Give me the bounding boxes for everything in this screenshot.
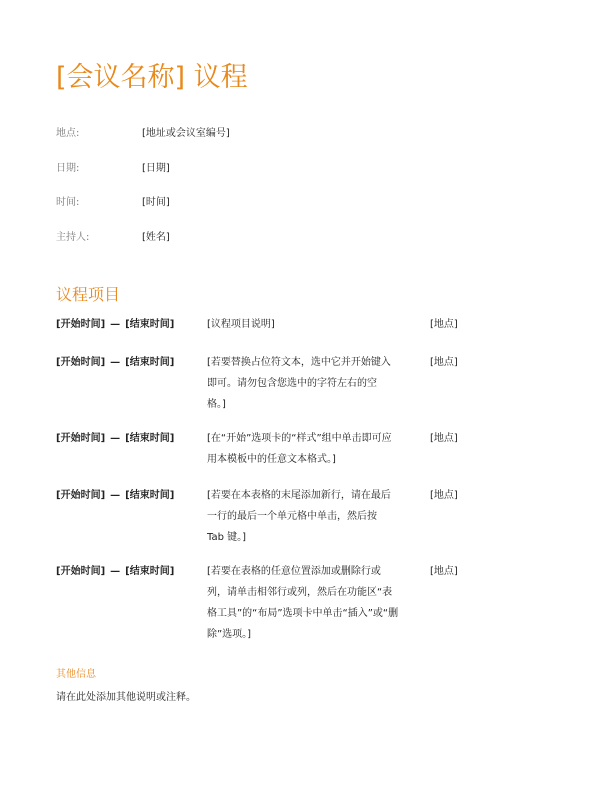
agenda-description <box>207 352 397 415</box>
other-info-body: 请在此处添加其他说明或注释。 <box>56 692 196 703</box>
agenda-end-time: [结束时间] <box>125 566 175 577</box>
detail-value: [日期] <box>142 163 170 174</box>
agenda-description <box>207 485 397 548</box>
agenda-description-line: 列，请单击相邻行或列，然后在功能区“表 <box>207 587 393 598</box>
agenda-description <box>207 428 397 470</box>
agenda-description <box>207 314 397 335</box>
agenda-end-time: [结束时间] <box>125 490 175 501</box>
agenda-time-dash: — <box>110 433 121 444</box>
agenda-end-time: [结束时间] <box>125 357 175 368</box>
agenda-time-dash: — <box>110 319 121 330</box>
agenda-location: [地点] <box>430 357 458 368</box>
agenda-start-time: [开始时间] <box>56 357 106 368</box>
agenda-time-range <box>56 428 206 449</box>
agenda-description-line: 用本模板中的任意文本格式。] <box>207 454 336 465</box>
detail-label: 地点: <box>56 128 80 139</box>
detail-value: [地址或会议室编号] <box>142 128 230 139</box>
agenda-description-line: 格。] <box>207 399 226 410</box>
agenda-description-line: [议程项目说明] <box>207 319 275 330</box>
agenda-end-time: [结束时间] <box>125 433 175 444</box>
agenda-description-line: 除”选项。] <box>207 629 252 640</box>
agenda-location: [地点] <box>430 433 458 444</box>
agenda-time-dash: — <box>110 566 121 577</box>
agenda-description-line: 格工具”的“布局”选项卡中单击“插入”或“删 <box>207 608 399 619</box>
agenda-time-range <box>56 314 206 335</box>
agenda-heading: 议程项目 <box>56 285 121 304</box>
detail-label: 日期: <box>56 163 80 174</box>
agenda-end-time: [结束时间] <box>125 319 175 330</box>
agenda-description <box>207 561 397 645</box>
agenda-description-line: [在“开始”选项卡的“样式”组中单击即可应 <box>207 433 392 444</box>
agenda-time-range <box>56 485 206 506</box>
agenda-start-time: [开始时间] <box>56 319 106 330</box>
agenda-time-dash: — <box>110 490 121 501</box>
agenda-start-time: [开始时间] <box>56 490 106 501</box>
agenda-location: [地点] <box>430 490 458 501</box>
detail-label: 时间: <box>56 197 80 208</box>
document-title: [会议名称] 议程 <box>56 62 248 93</box>
detail-value: [时间] <box>142 197 170 208</box>
agenda-location: [地点] <box>430 566 458 577</box>
agenda-time-dash: — <box>110 357 121 368</box>
agenda-time-range <box>56 561 206 582</box>
agenda-start-time: [开始时间] <box>56 566 106 577</box>
detail-label: 主持人: <box>56 232 90 243</box>
agenda-start-time: [开始时间] <box>56 433 106 444</box>
agenda-description-line: 一行的最后一个单元格中单击，然后按 <box>207 511 377 522</box>
agenda-location: [地点] <box>430 319 458 330</box>
agenda-description-line: [若要替换占位符文本，选中它并开始键入 <box>207 357 391 368</box>
agenda-description-line: [若要在本表格的末尾添加新行，请在最后 <box>207 490 391 501</box>
detail-value: [姓名] <box>142 232 170 243</box>
agenda-description-line: [若要在表格的任意位置添加或删除行或 <box>207 566 381 577</box>
agenda-time-range <box>56 352 206 373</box>
agenda-description-line: Tab 键。] <box>207 532 247 543</box>
agenda-description-line: 即可。请勿包含您选中的字符左右的空 <box>207 378 377 389</box>
other-info-heading: 其他信息 <box>56 669 96 680</box>
